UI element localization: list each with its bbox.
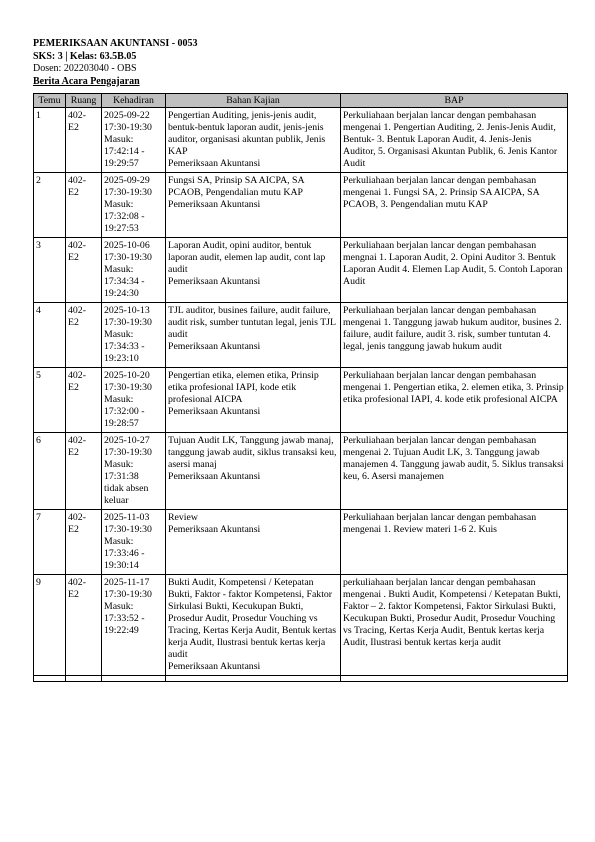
- bap-table: [33, 93, 568, 682]
- cell-bap: Perkuliahaan berjalan lancar dengan pembahasan mengenai 1. Fungsi SA, 2. Prinsip SA AICPA, SA PCAOB, 3. Pengendalian mutu KAP: [341, 173, 568, 238]
- header-bap: BAP: [341, 94, 568, 108]
- cell-empty: [34, 676, 66, 682]
- cell-ruang: 402- E2: [66, 303, 102, 368]
- dosen: Dosen: 202203040 - OBS: [33, 63, 137, 74]
- cell-kehadiran: 2025-11-03 17:30-19:30 Masuk: 17:33:46 - 19:30:14: [102, 510, 166, 575]
- cell-ruang: 402- E2: [66, 575, 102, 676]
- cell-bap: Perkuliahaan berjalan lancar dengan pembahasan mengenai 1. Pengertian Auditing, 2. Jenis-Jenis Audit, Bentuk- 3. Bentuk Laporan Audit, 4. Jenis-Jenis Auditor, 5. Organisasi Akuntan Publik, 6. Jenis Kantor Audit: [341, 108, 568, 173]
- cell-bahan-kajian: Review Pemeriksaan Akuntansi: [166, 510, 341, 575]
- table-row: [34, 575, 568, 676]
- cell-empty: [66, 676, 102, 682]
- cell-ruang: 402- E2: [66, 238, 102, 303]
- cell-bap: Perkuliahaan berjalan lancar dengan pembahasan mengenai 2. Tujuan Audit LK, 3. Tanggung jawab manajemen 4. Tanggung jawab audit, 5. Siklus transaksi keu, 6. Asersi manajemen: [341, 433, 568, 510]
- table-row: [34, 368, 568, 433]
- cell-bahan-kajian: Bukti Audit, Kompetensi / Ketepatan Bukti, Faktor - faktor Kompetensi, Faktor Sirkulasi Bukti, Kecukupan Bukti, Prosedur Audit, Prosedur Vouching vs Tracing, Kertas Kerja Audit, Bentuk kertas kerja Audit, Ilustrasi bentuk kertas kerja audit Pemeriksaan Akuntansi: [166, 575, 341, 676]
- cell-temu: 4: [34, 303, 66, 368]
- cell-kehadiran: 2025-09-29 17:30-19:30 Masuk: 17:32:08 - 19:27:53: [102, 173, 166, 238]
- cell-bap: perkuliahaan berjalan lancar dengan pembahasan mengenai . Bukti Audit, Kompetensi / Ketepatan Bukti, Faktor – 2. faktor Kompetensi, Faktor Sirkulasi Bukti, Kecukupan Bukti, Prosedur Audit, Prosedur Vouching vs Tracing, Kertas Kerja Audit, Bentuk kertas kerja Audit, Ilustrasi bentuk kertas kerja audit: [341, 575, 568, 676]
- table-header-row: [34, 94, 568, 108]
- cell-temu: 3: [34, 238, 66, 303]
- cell-ruang: 402- E2: [66, 108, 102, 173]
- cell-empty: [341, 676, 568, 682]
- cell-kehadiran: 2025-10-27 17:30-19:30 Masuk: 17:31:38 tidak absen keluar: [102, 433, 166, 510]
- cell-bahan-kajian: Fungsi SA, Prinsip SA AICPA, SA PCAOB, Pengendalian mutu KAP Pemeriksaan Akuntansi: [166, 173, 341, 238]
- table-row-continuation: [34, 676, 568, 682]
- cell-kehadiran: 2025-09-22 17:30-19:30 Masuk: 17:42:14 - 19:29:57: [102, 108, 166, 173]
- header-bahan-kajian: Bahan Kajian: [166, 94, 341, 108]
- cell-temu: 2: [34, 173, 66, 238]
- section-title: Berita Acara Pengajaran: [33, 75, 140, 87]
- cell-temu: 1: [34, 108, 66, 173]
- cell-temu: 9: [34, 575, 66, 676]
- cell-bap: Perkuliahaan berjalan lancar dengan pembahasan mengnai 1. Laporan Audit, 2. Opini Auditor 3. Bentuk Laporan Audit 4. Elemen Lap Audit, 5. Contoh Laporan Audit: [341, 238, 568, 303]
- cell-bap: Perkuliahaan berjalan lancar dengan pembahasan mengenai 1. Tanggung jawab hukum auditor, busines 2. failure, audit failure, audit 3. risk, sumber tuntutan 4. legal, jenis tanggung jawab hukum audit: [341, 303, 568, 368]
- cell-bahan-kajian: Pengertian etika, elemen etika, Prinsip etika profesional IAPI, kode etik profesional AICPA Pemeriksaan Akuntansi: [166, 368, 341, 433]
- cell-ruang: 402- E2: [66, 368, 102, 433]
- cell-bahan-kajian: Pengertian Auditing, jenis-jenis audit, bentuk-bentuk laporan audit, jenis-jenis auditor, organisasi akuntan publik, Jenis KAP Pemeriksaan Akuntansi: [166, 108, 341, 173]
- cell-ruang: 402- E2: [66, 510, 102, 575]
- cell-kehadiran: 2025-10-20 17:30-19:30 Masuk: 17:32:00 - 19:28:57: [102, 368, 166, 433]
- cell-bahan-kajian: TJL auditor, busines failure, audit failure, audit risk, sumber tuntutan legal, jenis TJL audit Pemeriksaan Akuntansi: [166, 303, 341, 368]
- cell-bahan-kajian: Laporan Audit, opini auditor, bentuk laporan audit, elemen lap audit, cont lap audit Pemeriksaan Akuntansi: [166, 238, 341, 303]
- table-row: [34, 108, 568, 173]
- cell-empty: [166, 676, 341, 682]
- sks-kelas: SKS: 3 | Kelas: 63.5B.05: [33, 50, 137, 62]
- table-row: [34, 173, 568, 238]
- cell-kehadiran: 2025-10-06 17:30-19:30 Masuk: 17:34:34 - 19:24:30: [102, 238, 166, 303]
- table-row: [34, 238, 568, 303]
- cell-empty: [102, 676, 166, 682]
- cell-kehadiran: 2025-11-17 17:30-19:30 Masuk: 17:33:52 - 19:22:49: [102, 575, 166, 676]
- header-temu: Temu: [34, 94, 66, 108]
- document-header: [33, 38, 198, 88]
- cell-bap: Perkuliahaan berjalan lancar dengan pembahasan mengenai 1. Pengertian etika, 2. elemen etika, 3. Prinsip etika profesional IAPI, 4. kode etik profesional AICPA: [341, 368, 568, 433]
- cell-bahan-kajian: Tujuan Audit LK, Tanggung jawab manaj, tanggung jawab audit, siklus transaksi keu, asersi manaj Pemeriksaan Akuntansi: [166, 433, 341, 510]
- header-kehadiran: Kehadiran: [102, 94, 166, 108]
- cell-temu: 7: [34, 510, 66, 575]
- cell-ruang: 402- E2: [66, 173, 102, 238]
- cell-kehadiran: 2025-10-13 17:30-19:30 Masuk: 17:34:33 - 19:23:10: [102, 303, 166, 368]
- table-row: [34, 303, 568, 368]
- course-title: PEMERIKSAAN AKUNTANSI - 0053: [33, 38, 198, 49]
- cell-ruang: 402- E2: [66, 433, 102, 510]
- cell-temu: 6: [34, 433, 66, 510]
- table-row: [34, 510, 568, 575]
- header-ruang: Ruang: [66, 94, 102, 108]
- cell-temu: 5: [34, 368, 66, 433]
- cell-bap: Perkuliahaan berjalan lancar dengan pembahasan mengenai 1. Review materi 1-6 2. Kuis: [341, 510, 568, 575]
- table-row: [34, 433, 568, 510]
